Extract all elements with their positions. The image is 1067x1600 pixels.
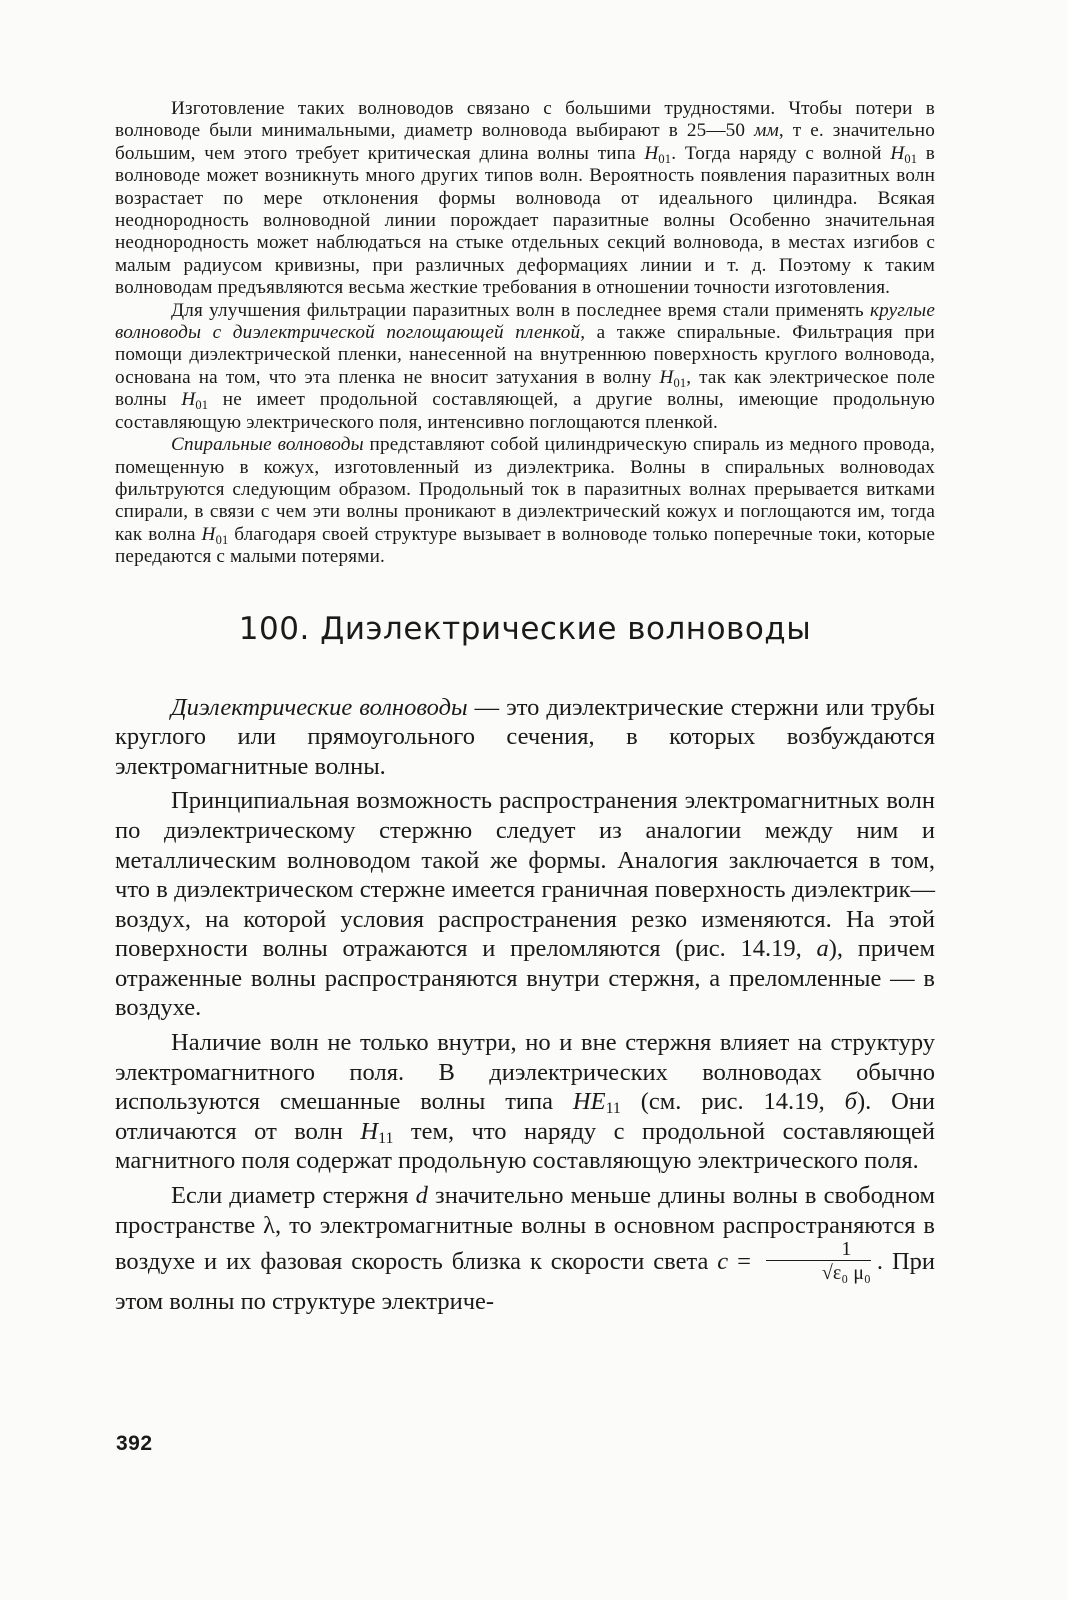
page-body (115, 98, 935, 1322)
paragraph: Диэлектрические волноводы — это диэлектрические стержни или трубы круглого или прямоугольного сечения, в которых возбуждаются электромагнитные волны. (115, 693, 935, 780)
intro-text (115, 98, 935, 569)
paragraph: Спиральные волноводы представляют собой цилиндрическую спираль из медного провода, помещенную в кожух, изготовленный из диэлектрика. Волны в спиральных волноводах фильтруются следующим образом. Продольный ток в паразитных волнах прерывается витками спирали, в связи с чем эти волны проникают в диэлектрический кожух и поглощаются им, тогда как волна $H_{01}$ благодаря своей структуре вызывает в волноводе только поперечные токи, которые передаются с малыми потерями. (115, 434, 935, 568)
section-title: 100. Диэлектрические волноводы (238, 610, 812, 647)
paragraph: Наличие волн не только внутри, но и вне стержня влияет на структуру электромагнитного поля. В диэлектрических волноводах обычно используются смешанные волны типа $HE_{11}$ (см. рис. 14.19, б). Они отличаются от волн $H_{11}$ тем, что наряду с продольной составляющей магнитного поля содержат продольную составляющую электрического поля. (115, 1029, 935, 1175)
paragraph: Принципиальная возможность распространения электромагнитных волн по диэлектрическому стержню следует из аналогии между ним и металлическим волноводом такой же формы. Аналогия заключается в том, что в диэлектрическом стержне имеется граничная поверхность диэлектрик—воздух, на которой условия распространения резко изменяются. На этой поверхности волны отражаются и преломляются (рис. 14.19, а), причем отраженные волны распространяются внутри стержня, а преломленные — в воздухе. (115, 787, 935, 1022)
paragraph: Для улучшения фильтрации паразитных волн в последнее время стали применять круглые волноводы с диэлектрической поглощающей пленкой, а также спиральные. Фильтрация при помощи диэлектрической пленки, нанесенной на внутреннюю поверхность круглого волновода, основана на том, что эта пленка не вносит затухания в волну $H_{01}$, так как электрическое поле волны $H_{01}$ не имеет продольной составляющей, а другие волны, имеющие продольную составляющую электрического поля, интенсивно поглощаются пленкой. (115, 299, 935, 433)
paragraph: Изготовление таких волноводов связано с большими трудностями. Чтобы потери в волноводе были минимальными, диаметр волновода выбирают в 25—50 мм, т е. значительно большим, чем этого требует критическая длина волны типа $H_{01}$. Тогда наряду с волной $H_{01}$ в волноводе может возникнуть много других типов волн. Вероятность появления паразитных волн возрастает по мере отклонения формы волновода от идеального цилиндра. Всякая неоднородность волноводной линии порождает паразитные волны Особенно значительная неоднородность может наблюдаться на стыке отдельных секций волновода, в местах изгибов с малым радиусом кривизны, при различных деформациях линии и т. д. Поэтому к таким волноводам предъявляются весьма жесткие требования в отношении точности изготовления. (115, 98, 935, 299)
paragraph: Если диаметр стержня d значительно меньше длины волны в свободном пространстве λ, то электромагнитные волны в основном распространяются в воздухе и их фазовая скорость близка к скорости света c = $\frac{1}{\text{√ε₀ μ₀}}$ . При этом волны по структуре электриче- (115, 1182, 935, 1316)
fraction-formula: $\frac{1}{\text{√ε₀ μ₀}}$ (766, 1238, 871, 1285)
section-text (115, 693, 935, 1317)
page-number: 392 (116, 1432, 153, 1455)
